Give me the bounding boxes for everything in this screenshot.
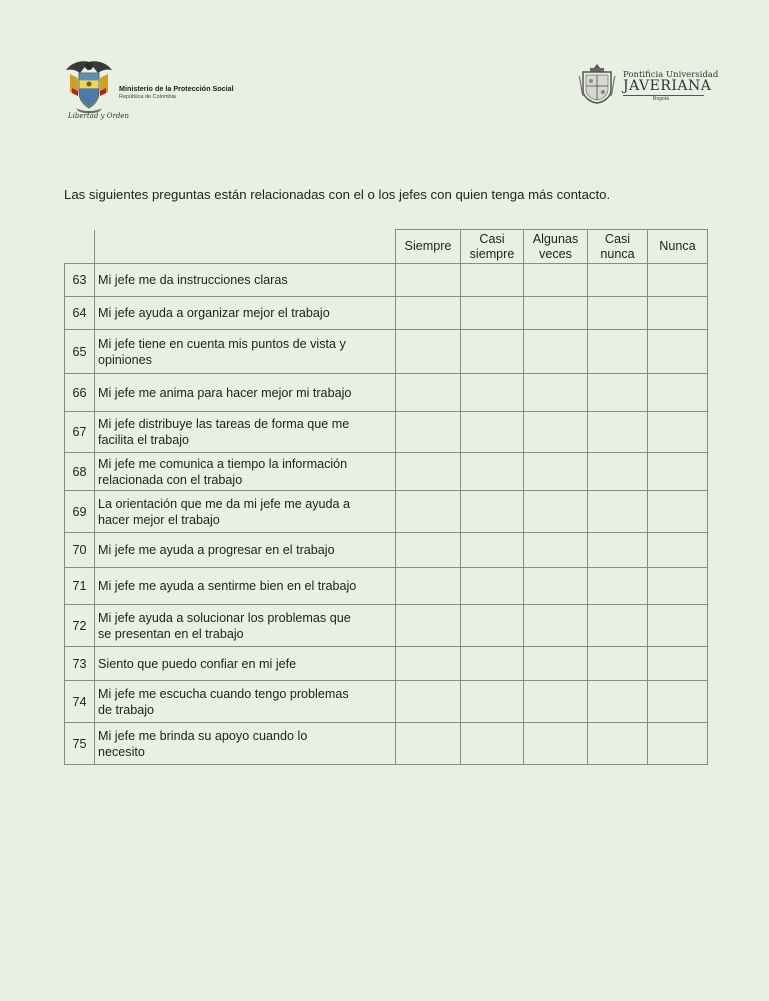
answer-cell-siempre[interactable] (396, 681, 461, 723)
answer-cell-casi-siempre[interactable] (461, 723, 524, 765)
answer-cell-nunca[interactable] (648, 297, 708, 330)
question-text: Mi jefe me da instrucciones claras (95, 264, 396, 297)
university-name: JAVERIANA (623, 78, 712, 94)
answer-cell-nunca[interactable] (648, 533, 708, 568)
answer-cell-casi-nunca[interactable] (588, 533, 648, 568)
answer-cell-casi-siempre[interactable] (461, 453, 524, 491)
answer-cell-nunca[interactable] (648, 723, 708, 765)
intro-text: Las siguientes preguntas están relacionadas con el o los jefes con quien tenga más contacto. (64, 187, 611, 202)
answer-cell-casi-siempre[interactable] (461, 264, 524, 297)
table-row (65, 491, 708, 533)
table-row (65, 647, 708, 681)
motto-text: Libertad y Orden (68, 112, 129, 120)
answer-cell-casi-siempre[interactable] (461, 374, 524, 412)
answer-cell-nunca[interactable] (648, 264, 708, 297)
answer-cell-siempre[interactable] (396, 330, 461, 374)
answer-cell-casi-siempre[interactable] (461, 533, 524, 568)
answer-cell-siempre[interactable] (396, 533, 461, 568)
answer-cell-algunas-veces[interactable] (524, 330, 588, 374)
question-number: 66 (65, 374, 95, 412)
answer-cell-algunas-veces[interactable] (524, 723, 588, 765)
table-row (65, 453, 708, 491)
question-text: Mi jefe ayuda a solucionar los problemas que se presentan en el trabajo (95, 605, 396, 647)
answer-cell-algunas-veces[interactable] (524, 681, 588, 723)
question-number: 73 (65, 647, 95, 681)
question-text: Mi jefe me brinda su apoyo cuando lo necesito (95, 723, 396, 765)
table-header-row (65, 230, 708, 264)
answer-cell-casi-nunca[interactable] (588, 264, 648, 297)
question-text: Mi jefe me anima para hacer mejor mi trabajo (95, 374, 396, 412)
col-header-algunas-veces: Algunas veces (524, 230, 588, 264)
question-text: Mi jefe me comunica a tiempo la información relacionada con el trabajo (95, 453, 396, 491)
question-number: 64 (65, 297, 95, 330)
answer-cell-casi-nunca[interactable] (588, 647, 648, 681)
table-row (65, 681, 708, 723)
university-city: Bogotá (653, 96, 669, 102)
answer-cell-casi-nunca[interactable] (588, 453, 648, 491)
question-text: Mi jefe me ayuda a progresar en el trabajo (95, 533, 396, 568)
answer-cell-siempre[interactable] (396, 374, 461, 412)
answer-cell-siempre[interactable] (396, 297, 461, 330)
question-text: Mi jefe ayuda a organizar mejor el trabajo (95, 297, 396, 330)
question-number: 70 (65, 533, 95, 568)
answer-cell-casi-nunca[interactable] (588, 330, 648, 374)
answer-cell-casi-nunca[interactable] (588, 605, 648, 647)
answer-cell-casi-nunca[interactable] (588, 723, 648, 765)
university-prefix: Pontificia Universidad (623, 70, 719, 80)
answer-cell-nunca[interactable] (648, 605, 708, 647)
table-row (65, 297, 708, 330)
question-number: 69 (65, 491, 95, 533)
answer-cell-casi-siempre[interactable] (461, 412, 524, 453)
answer-cell-casi-siempre[interactable] (461, 647, 524, 681)
survey-table (64, 229, 708, 765)
answer-cell-casi-siempre[interactable] (461, 491, 524, 533)
question-number: 67 (65, 412, 95, 453)
answer-cell-nunca[interactable] (648, 681, 708, 723)
answer-cell-casi-siempre[interactable] (461, 330, 524, 374)
header-blank-question (95, 230, 396, 264)
question-number: 72 (65, 605, 95, 647)
table-row (65, 412, 708, 453)
answer-cell-casi-siempre[interactable] (461, 568, 524, 605)
answer-cell-siempre[interactable] (396, 605, 461, 647)
question-text: Siento que puedo confiar en mi jefe (95, 647, 396, 681)
answer-cell-nunca[interactable] (648, 568, 708, 605)
answer-cell-algunas-veces[interactable] (524, 412, 588, 453)
answer-cell-algunas-veces[interactable] (524, 374, 588, 412)
question-text: Mi jefe me escucha cuando tengo problemas de trabajo (95, 681, 396, 723)
col-header-casi-nunca: Casi nunca (588, 230, 648, 264)
answer-cell-siempre[interactable] (396, 264, 461, 297)
question-number: 71 (65, 568, 95, 605)
question-text: Mi jefe distribuye las tareas de forma que me facilita el trabajo (95, 412, 396, 453)
answer-cell-casi-nunca[interactable] (588, 568, 648, 605)
col-header-nunca: Nunca (648, 230, 708, 264)
javeriana-logo (577, 62, 719, 108)
answer-cell-casi-nunca[interactable] (588, 681, 648, 723)
ministry-logo (62, 58, 262, 128)
question-number: 65 (65, 330, 95, 374)
javeriana-seal-icon (577, 62, 617, 104)
answer-cell-algunas-veces[interactable] (524, 605, 588, 647)
answer-cell-siempre[interactable] (396, 453, 461, 491)
answer-cell-casi-nunca[interactable] (588, 491, 648, 533)
answer-cell-siempre[interactable] (396, 568, 461, 605)
answer-cell-casi-siempre[interactable] (461, 605, 524, 647)
question-number: 74 (65, 681, 95, 723)
answer-cell-algunas-veces[interactable] (524, 297, 588, 330)
table-row (65, 723, 708, 765)
col-header-siempre: Siempre (396, 230, 461, 264)
answer-cell-nunca[interactable] (648, 453, 708, 491)
answer-cell-siempre[interactable] (396, 491, 461, 533)
table-row (65, 264, 708, 297)
header-blank-num (65, 230, 95, 264)
answer-cell-siempre[interactable] (396, 723, 461, 765)
question-number: 68 (65, 453, 95, 491)
table-row (65, 374, 708, 412)
question-text: La orientación que me da mi jefe me ayuda a hacer mejor el trabajo (95, 491, 396, 533)
table-row (65, 568, 708, 605)
answer-cell-algunas-veces[interactable] (524, 491, 588, 533)
answer-cell-casi-siempre[interactable] (461, 681, 524, 723)
colombia-coat-of-arms-icon (62, 58, 116, 116)
answer-cell-algunas-veces[interactable] (524, 568, 588, 605)
table-row (65, 330, 708, 374)
answer-cell-nunca[interactable] (648, 412, 708, 453)
question-number: 63 (65, 264, 95, 297)
answer-cell-siempre[interactable] (396, 412, 461, 453)
answer-cell-casi-nunca[interactable] (588, 297, 648, 330)
answer-cell-casi-nunca[interactable] (588, 374, 648, 412)
answer-cell-siempre[interactable] (396, 647, 461, 681)
answer-cell-casi-nunca[interactable] (588, 412, 648, 453)
answer-cell-nunca[interactable] (648, 491, 708, 533)
answer-cell-nunca[interactable] (648, 374, 708, 412)
answer-cell-nunca[interactable] (648, 330, 708, 374)
question-text: Mi jefe me ayuda a sentirme bien en el trabajo (95, 568, 396, 605)
answer-cell-nunca[interactable] (648, 647, 708, 681)
table-row (65, 533, 708, 568)
answer-cell-algunas-veces[interactable] (524, 647, 588, 681)
question-text: Mi jefe tiene en cuenta mis puntos de vista y opiniones (95, 330, 396, 374)
ministry-name: Ministerio de la Protección Social (119, 84, 234, 93)
question-number: 75 (65, 723, 95, 765)
answer-cell-algunas-veces[interactable] (524, 264, 588, 297)
col-header-casi-siempre: Casi siempre (461, 230, 524, 264)
republic-name: República de Colombia (119, 94, 176, 100)
answer-cell-algunas-veces[interactable] (524, 533, 588, 568)
answer-cell-algunas-veces[interactable] (524, 453, 588, 491)
table-row (65, 605, 708, 647)
answer-cell-casi-siempre[interactable] (461, 297, 524, 330)
